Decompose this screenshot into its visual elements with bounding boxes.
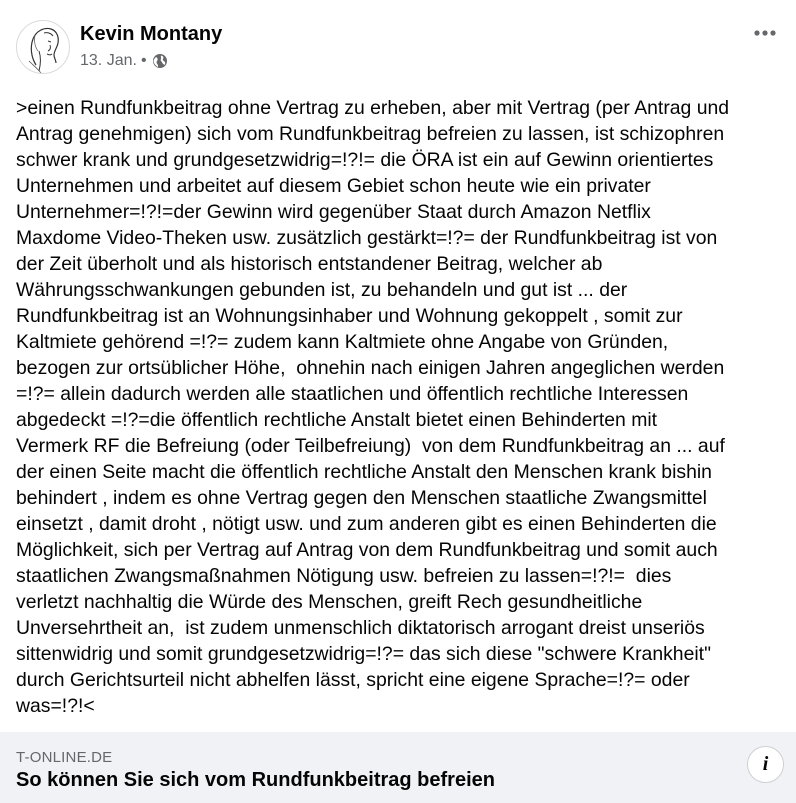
post-text-line: >einen Rundfunkbeitrag ohne Vertrag zu erheben, aber mit Vertrag (per Antrag und — [16, 97, 730, 119]
post-text-line: Unternehmer=!?!=der Gewinn wird gegenüber Staat durch Amazon Netflix — [16, 201, 651, 223]
post-text-line: Vermerk RF die Befreiung (oder Teilbefreiung) von dem Rundfunkbeitrag an ... auf — [16, 435, 725, 457]
post-text-line: staatlichen Zwangsmaßnahmen Nötigung usw. befreien zu lassen=!?!= dies — [16, 565, 672, 587]
info-button[interactable] — [747, 746, 784, 783]
post-text-line: Rundfunkbeitrag ist an Wohnungsinhaber und Wohnung gekoppelt , somit zur — [16, 305, 683, 327]
avatar[interactable] — [16, 20, 70, 74]
post-text-line: Unternehmen und arbeitet auf diesem Gebiet schon heute wie ein privater — [16, 175, 651, 197]
post-text-line: behindert , indem es ohne Vertrag gegen den Menschen staatliche Zwangsmittel — [16, 487, 707, 509]
globe-icon — [152, 53, 168, 69]
post-text-line: Kaltmiete gehörend =!?= zudem kann Kaltmiete ohne Angabe von Gründen, — [16, 331, 669, 353]
post-text-line: sittenwidrig und somit grundgesetzwidrig=!?= das sich diese "schwere Krankheit" — [16, 643, 711, 665]
post-text-line: Möglichkeit, sich per Vertrag auf Antrag von dem Rundfunkbeitrag und somit auch — [16, 539, 718, 561]
post-text-line: Maxdome Video-Theken usw. zusätzlich gestärkt=!?= der Rundfunkbeitrag ist von — [16, 227, 718, 249]
post-text-line: durch Gerichtsurteil nicht abhelfen lässt, spricht eine eigene Sprache=!?= oder — [16, 669, 690, 691]
post-text-line: der Zeit überholt und als historisch entstandener Beitrag, welcher ab — [16, 253, 603, 275]
post-text-line: abgedeckt =!?=die öffentlich rechtliche Anstalt bietet einen Behinderten mit — [16, 409, 658, 431]
meta-separator: • — [140, 52, 147, 69]
post-message — [16, 95, 788, 719]
more-options-icon — [753, 29, 777, 37]
link-preview[interactable] — [0, 732, 796, 803]
post-text-line: der einen Seite macht die öffentlich rechtliche Anstalt den Menschen krank bishin — [16, 461, 712, 483]
post-text-line: Währungsschwankungen gebunden ist, zu behandeln und gut ist ... der — [16, 279, 628, 301]
link-title[interactable]: So können Sie sich vom Rundfunkbeitrag befreien — [16, 769, 495, 791]
post-meta — [80, 51, 168, 71]
more-options-button[interactable] — [748, 20, 782, 46]
info-icon: i — [762, 753, 769, 775]
post-text-line: verletzt nachhaltig die Würde des Menschen, greift Rech gesundheitliche — [16, 591, 643, 613]
post-text-line: bezogen zur ortsüblicher Höhe, ohnehin nach einigen Jahren angeglichen werden — [16, 357, 725, 379]
post-header — [0, 0, 796, 90]
post-date[interactable]: 13. Jan. — [80, 52, 137, 69]
post-text-line: Unversehrtheit an, ist zudem unmenschlich diktatorisch arrogant dreist unseriös — [16, 617, 705, 639]
post-text-line: schwer krank und grundgesetzwidrig=!?!= die ÖRA ist ein auf Gewinn orientiertes — [16, 149, 714, 171]
post-text-line: Antrag genehmigen) sich vom Rundfunkbeitrag befreien zu lassen, ist schizophren — [16, 123, 725, 145]
link-domain: T-ONLINE.DE — [16, 749, 113, 766]
post-text-line: was=!?!< — [16, 695, 95, 717]
post-text-line: =!?= allein dadurch werden alle staatlichen und öffentlich rechtliche Interessen — [16, 383, 689, 405]
author-name[interactable]: Kevin Montany — [80, 23, 223, 45]
post-text-line: einsetzt , damit droht , nötigt usw. und zum anderen gibt es einen Behinderten die — [16, 513, 717, 535]
avatar-sketch-icon — [17, 21, 70, 74]
